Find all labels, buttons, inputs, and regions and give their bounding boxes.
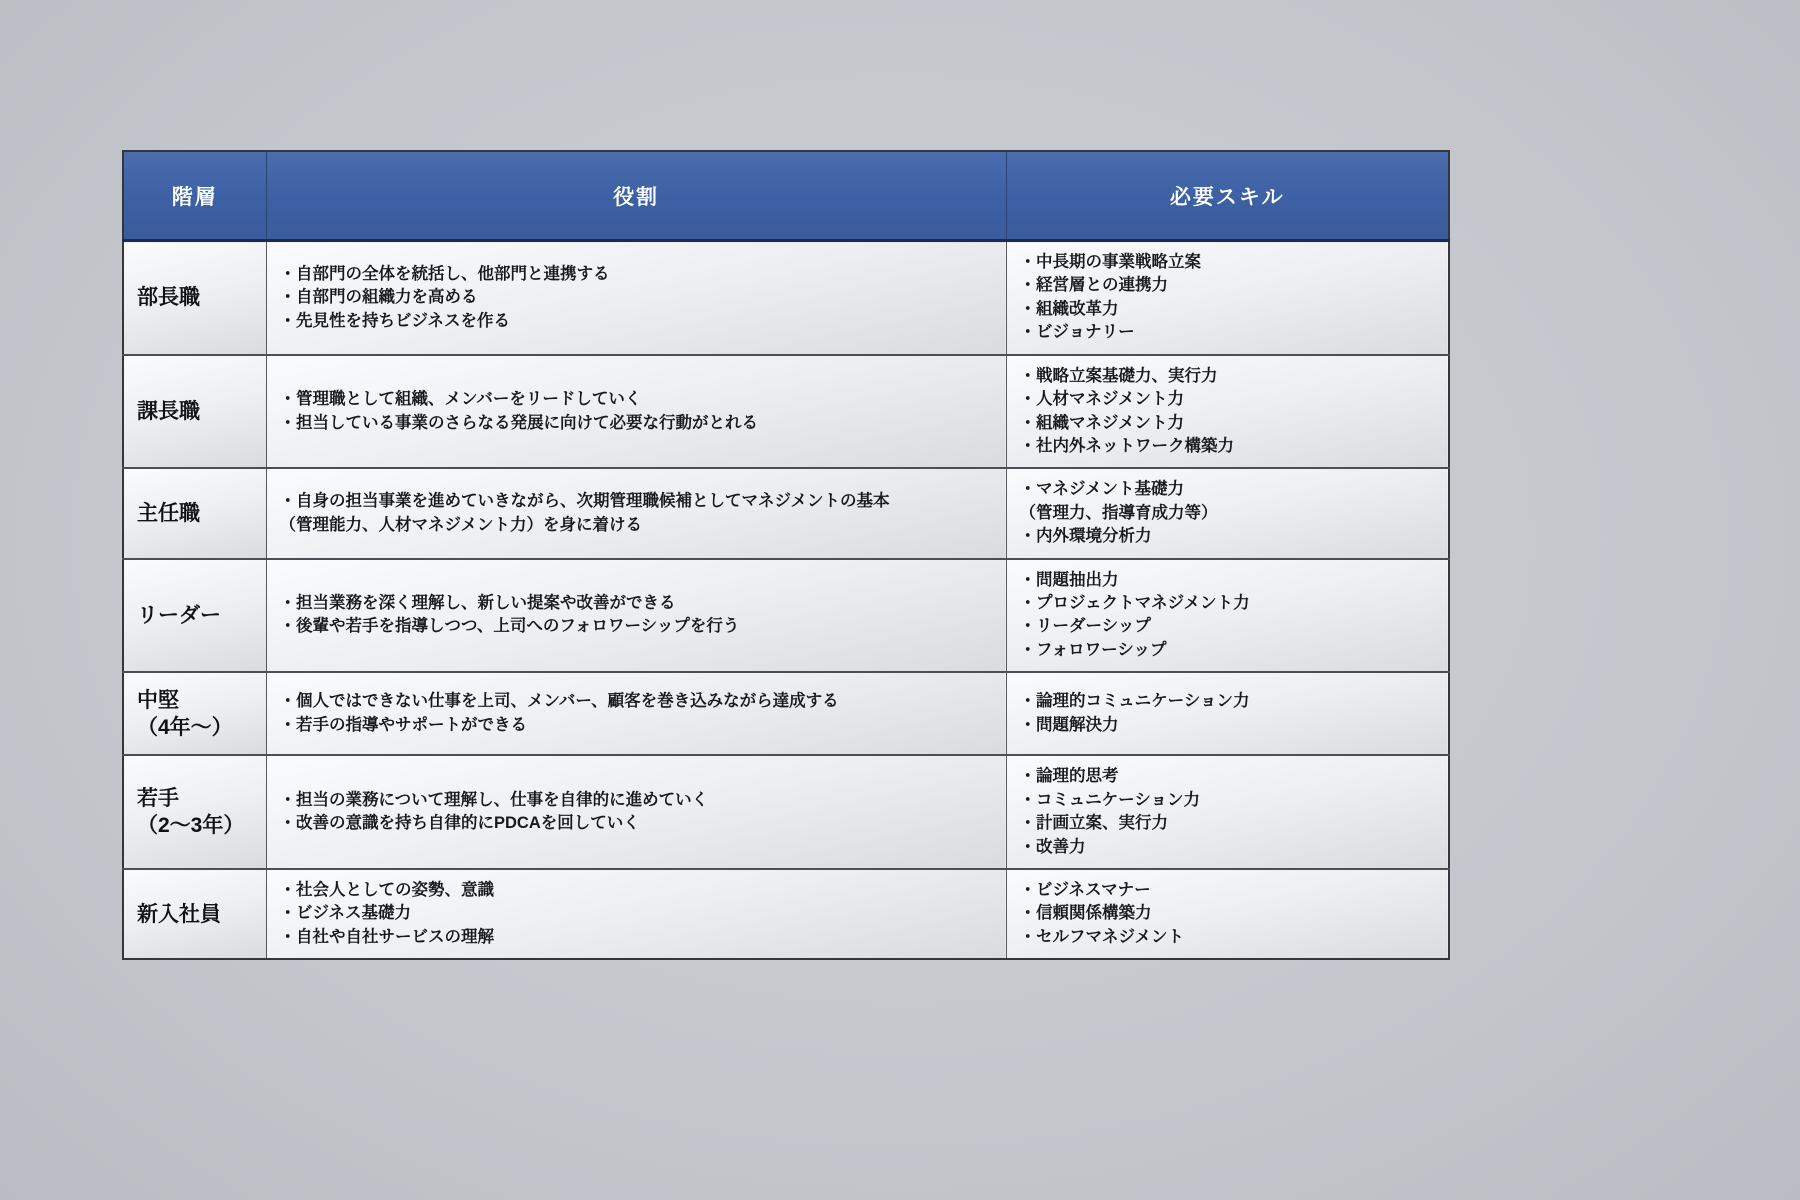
skills-cell-text: ・コミュニケーション力 (1019, 790, 1201, 809)
skills-cell-text: ・改善力 (1019, 837, 1086, 856)
level-cell-text: 主任職 (137, 501, 200, 525)
skills-cell (1006, 241, 1449, 355)
skills-cell-text: ・マネジメント基礎力 (1019, 480, 1185, 499)
role-cell-text: ・個人ではできない仕事を上司、メンバー、顧客を巻き込みながら達成する (279, 692, 839, 711)
level-cell-text: リーダー (137, 603, 221, 627)
slide-canvas (122, 150, 1450, 960)
skills-cell-text: ・人材マネジメント力 (1019, 390, 1185, 409)
table-row (123, 869, 1449, 959)
level-cell (123, 755, 266, 869)
header-row (123, 151, 1449, 241)
table-row (123, 559, 1449, 673)
skills-cell-text: ・フォロワーシップ (1019, 640, 1167, 659)
skills-cell-text: （管理力、指導育成力等） (1019, 503, 1218, 522)
skills-cell-text: ・経営層との連携力 (1019, 276, 1168, 295)
role-cell-text: ・担当業務を深く理解し、新しい提案や改善ができる (279, 594, 676, 613)
role-cell-text: ・担当の業務について理解し、仕事を自律的に進めていく (279, 790, 709, 809)
role-cell-text: ・ビジネス基礎力 (279, 904, 412, 923)
level-cell-text: （4年～） (137, 715, 233, 739)
level-cell (123, 869, 266, 959)
skills-cell-text: ・内外環境分析力 (1019, 527, 1152, 546)
level-cell-text: 部長職 (137, 286, 200, 310)
role-cell-text: ・担当している事業のさらなる発展に向けて必要な行動がとれる (279, 413, 758, 432)
role-cell (266, 559, 1006, 673)
role-cell (266, 355, 1006, 469)
role-cell-text: ・管理職として組織、メンバーをリードしていく (279, 390, 642, 409)
level-cell-text: 中堅 (137, 688, 179, 712)
skills-cell-text: ・信頼関係構築力 (1019, 904, 1152, 923)
skills-cell-text: ・問題抽出力 (1019, 570, 1119, 589)
skills-cell-text: ・リーダーシップ (1019, 617, 1151, 636)
header-cell-level: 階層 (123, 151, 266, 241)
skill-matrix-table (122, 150, 1450, 960)
level-cell (123, 559, 266, 673)
level-cell-text: 課長職 (137, 399, 200, 423)
skills-cell (1006, 869, 1449, 959)
skills-cell-text: ・ビジョナリー (1019, 323, 1135, 342)
table-row (123, 241, 1449, 355)
role-cell (266, 869, 1006, 959)
header-cell-role: 役割 (266, 151, 1006, 241)
skills-cell-text: ・論理的コミュニケーション力 (1019, 692, 1250, 711)
skills-cell (1006, 468, 1449, 558)
table-row (123, 355, 1449, 469)
header-cell-skills: 必要スキル (1006, 151, 1449, 241)
skills-cell-text: ・計画立案、実行力 (1019, 814, 1168, 833)
role-cell (266, 468, 1006, 558)
skills-cell-text: ・社内外ネットワーク構築力 (1019, 436, 1234, 455)
role-cell-text: ・先見性を持ちビジネスを作る (279, 311, 511, 330)
skills-cell-text: ・戦略立案基礎力、実行力 (1019, 366, 1218, 385)
level-cell-text: （2～3年） (137, 814, 245, 838)
role-cell-text: ・自部門の全体を統括し、他部門と連携する (279, 264, 610, 283)
role-cell-text: ・後輩や若手を指導しつつ、上司へのフォロワーシップを行う (279, 617, 740, 636)
level-cell (123, 241, 266, 355)
role-cell (266, 672, 1006, 755)
level-cell-text: 若手 (137, 786, 179, 810)
table-row (123, 672, 1449, 755)
skills-cell (1006, 755, 1449, 869)
level-cell (123, 672, 266, 755)
role-cell-text: ・社会人としての姿勢、意識 (279, 881, 494, 900)
skills-cell-text: ・組織改革力 (1019, 299, 1119, 318)
table-row (123, 468, 1449, 558)
skills-cell-text: ・組織マネジメント力 (1019, 413, 1185, 432)
skills-cell-text: ・論理的思考 (1019, 767, 1119, 786)
role-cell-text: ・自身の担当事業を進めていきながら、次期管理職候補としてマネジメントの基本 (279, 492, 890, 511)
table-body (123, 241, 1449, 960)
skills-cell (1006, 559, 1449, 673)
table-row (123, 755, 1449, 869)
skills-cell-text: ・プロジェクトマネジメント力 (1019, 594, 1250, 613)
level-cell (123, 355, 266, 469)
level-cell-text: 新入社員 (137, 902, 221, 926)
level-cell (123, 468, 266, 558)
role-cell-text: ・自部門の組織力を高める (279, 288, 478, 307)
role-cell-text: ・自社や自社サービスの理解 (279, 927, 494, 946)
role-cell-text: ・若手の指導やサポートができる (279, 715, 527, 734)
skills-cell (1006, 672, 1449, 755)
skills-cell-text: ・ビジネスマナー (1019, 881, 1151, 900)
role-cell (266, 241, 1006, 355)
role-cell-text: ・改善の意識を持ち自律的にPDCAを回していく (279, 814, 640, 833)
skills-cell-text: ・問題解決力 (1019, 715, 1119, 734)
skills-cell-text: ・セルフマネジメント (1019, 927, 1185, 946)
role-cell (266, 755, 1006, 869)
skills-cell-text: ・中長期の事業戦略立案 (1019, 253, 1201, 271)
table-header (123, 151, 1449, 241)
skills-cell (1006, 355, 1449, 469)
role-cell-text: （管理能力、人材マネジメント力）を身に着ける (279, 515, 643, 534)
